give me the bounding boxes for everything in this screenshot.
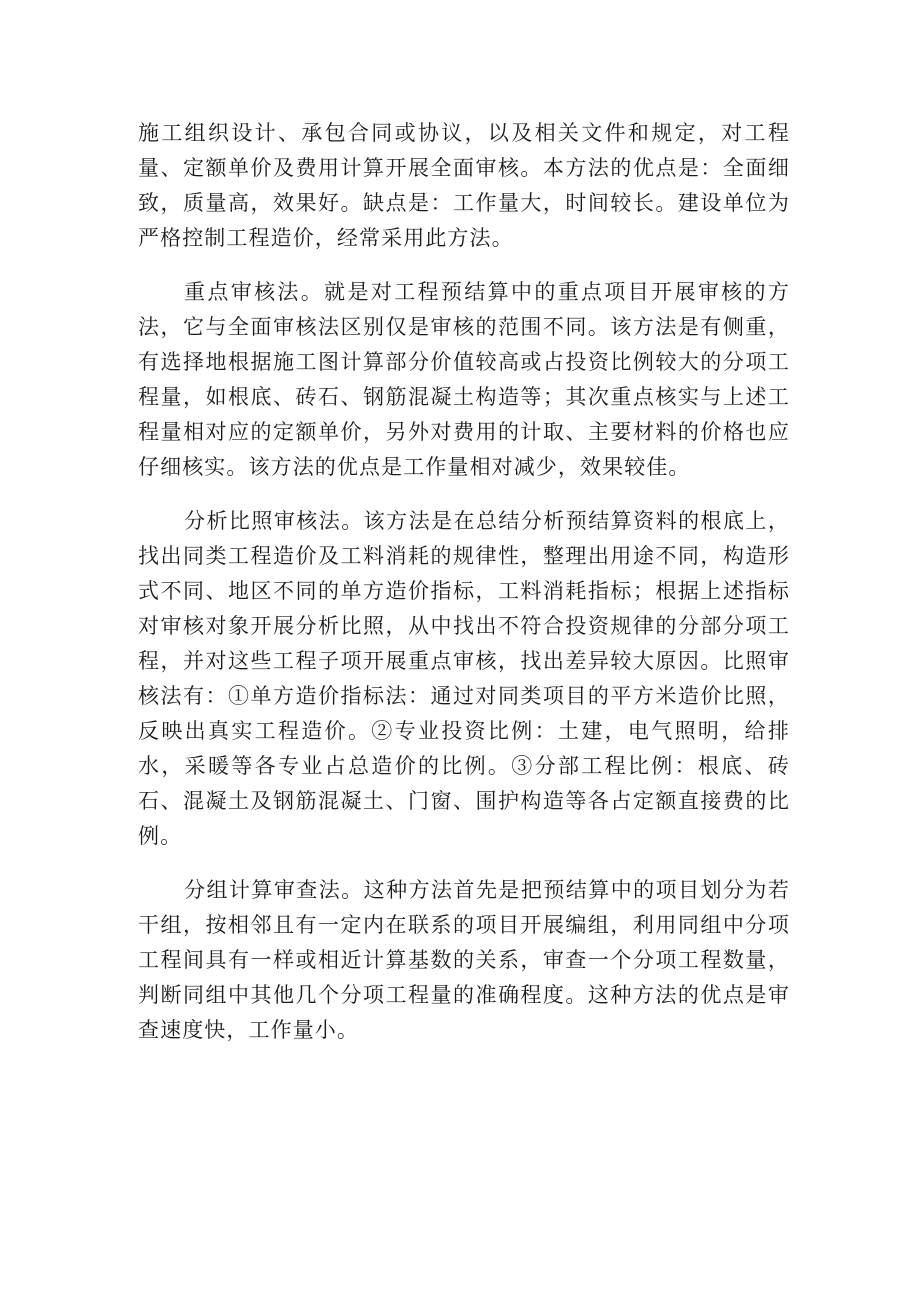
document-body bbox=[138, 116, 790, 1067]
paragraph-comparative-review-method: 分析比照审核法。该方法是在总结分析预结算资料的根底上，找出同类工程造价及工料消耗的规律性，整理出用途不同，构造形式不同、地区不同的单方造价指标，工料消耗指标；根据上述指标对审核对象开展分析比照，从中找出不符合投资规律的分部分项工程，并对这些工程子项开展重点审核，找出差异较大原因。比照审核法有：①单方造价指标法：通过对同类项目的平方米造价比照，反映出真实工程造价。②专业投资比例：土建，电气照明，给排水，采暖等各专业占总造价的比例。③分部工程比例：根底、砖石、混凝土及钢筋混凝土、门窗、围护构造等各占定额直接费的比例。 bbox=[138, 509, 790, 848]
paragraph-key-review-method: 重点审核法。就是对工程预结算中的重点项目开展审核的方法，它与全面审核法区别仅是审核的范围不同。该方法是有侧重，有选择地根据施工图计算部分价值较高或占投资比例较大的分项工程量，如根底、砖石、钢筋混凝土构造等；其次重点核实与上述工程量相对应的定额单价，另外对费用的计取、主要材料的价格也应仔细核实。该方法的优点是工作量相对减少，效果较佳。 bbox=[138, 280, 790, 479]
paragraph-continuation: 施工组织设计、承包合同或协议，以及相关文件和规定，对工程量、定额单价及费用计算开展全面审核。本方法的优点是：全面细致，质量高，效果好。缺点是：工作量大，时间较长。建设单位为严格控制工程造价，经常采用此方法。 bbox=[138, 121, 790, 250]
paragraph-group-calculation-method: 分组计算审查法。这种方法首先是把预结算中的项目划分为若干组，按相邻且有一定内在联系的项目开展编组，利用同组中分项工程间具有一样或相近计算基数的关系，审查一个分项工程数量，判断同组中其他几个分项工程量的准确程度。这种方法的优点是审查速度快，工作量小。 bbox=[138, 878, 790, 1042]
